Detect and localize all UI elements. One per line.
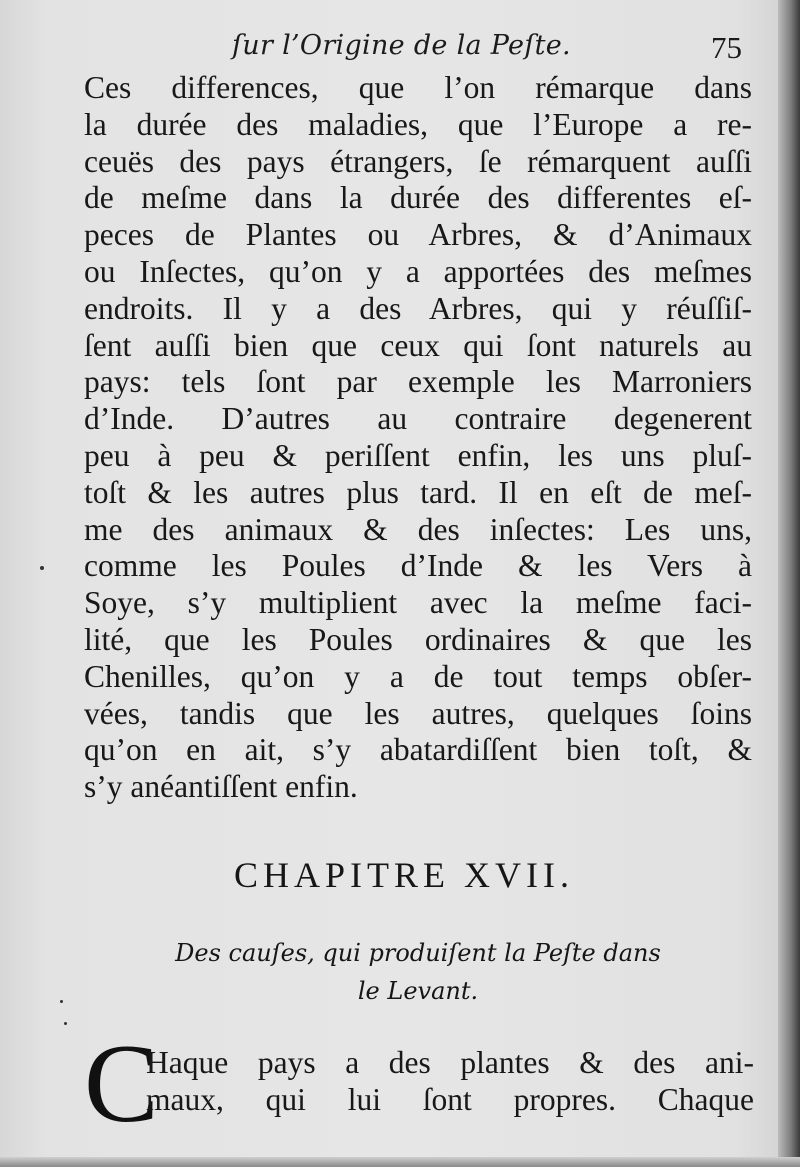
text-line: Chenilles, qu’on y a de tout temps obſer- xyxy=(84,658,752,694)
chapter-subtitle xyxy=(108,934,728,1010)
page-edge-shadow xyxy=(778,0,800,1167)
text-line: vées, tandis que les autres, quelques ſoins xyxy=(84,695,752,731)
text-line: qu’on en ait, s’y abatardiſſent bien toſt, & xyxy=(84,732,752,768)
text-line: s’y anéantiſſent enfin. xyxy=(84,769,358,805)
text-line: lité, que les Poules ordinaires & que les xyxy=(84,621,752,657)
ink-speck xyxy=(64,1022,67,1025)
ink-speck xyxy=(60,1000,63,1003)
ink-speck xyxy=(40,566,44,570)
chapter-heading: CHAPITRE XVII. xyxy=(234,855,574,895)
running-title: ſur l’Origine de la Peſte. xyxy=(232,30,571,61)
text-line: peu à peu & periſſent enfin, les uns pluſ- xyxy=(84,437,752,473)
text-line: peces de Plantes ou Arbres, & d’Animaux xyxy=(84,217,752,253)
text-line: pays: tels ſont par exemple les Marroniers xyxy=(84,364,752,400)
body-paragraph xyxy=(84,70,752,806)
page-number: 75 xyxy=(711,30,742,65)
text-line: ſent auſſi bien que ceux qui ſont naturels au xyxy=(84,327,752,363)
text-line: maux, qui lui ſont propres. Chaque xyxy=(146,1082,754,1117)
subtitle-line: le Levant. xyxy=(357,977,479,1005)
text-line: me des animaux & des inſectes: Les uns, xyxy=(84,511,752,547)
subtitle-line: Des cauſes, qui produiſent la Peſte dans xyxy=(175,939,661,967)
text-line: de meſme dans la durée des differentes eſ- xyxy=(84,180,752,216)
text-line: Soye, s’y multiplient avec la meſme faci- xyxy=(84,585,752,621)
text-line: toſt & les autres plus tard. Il en eſt de meſ- xyxy=(84,474,752,510)
text-line: ceuës des pays étrangers, ſe rémarquent auſſi xyxy=(84,143,752,179)
text-line: Haque pays a des plantes & des ani- xyxy=(146,1045,754,1080)
drop-cap-initial: C xyxy=(84,1022,159,1146)
text-line: ou Inſectes, qu’on y a apportées des meſmes xyxy=(84,253,752,289)
opening-paragraph xyxy=(146,1044,754,1118)
text-line: d’Inde. D’autres au contraire degenerent xyxy=(84,401,752,437)
text-line: comme les Poules d’Inde & les Vers à xyxy=(84,548,752,584)
text-line: Ces differences, que l’on rémarque dans xyxy=(84,70,752,105)
page-edge-bottom xyxy=(0,1157,800,1167)
text-line: la durée des maladies, que l’Europe a re- xyxy=(84,106,752,142)
text-line: endroits. Il y a des Arbres, qui y réuſſiſ- xyxy=(84,290,752,326)
